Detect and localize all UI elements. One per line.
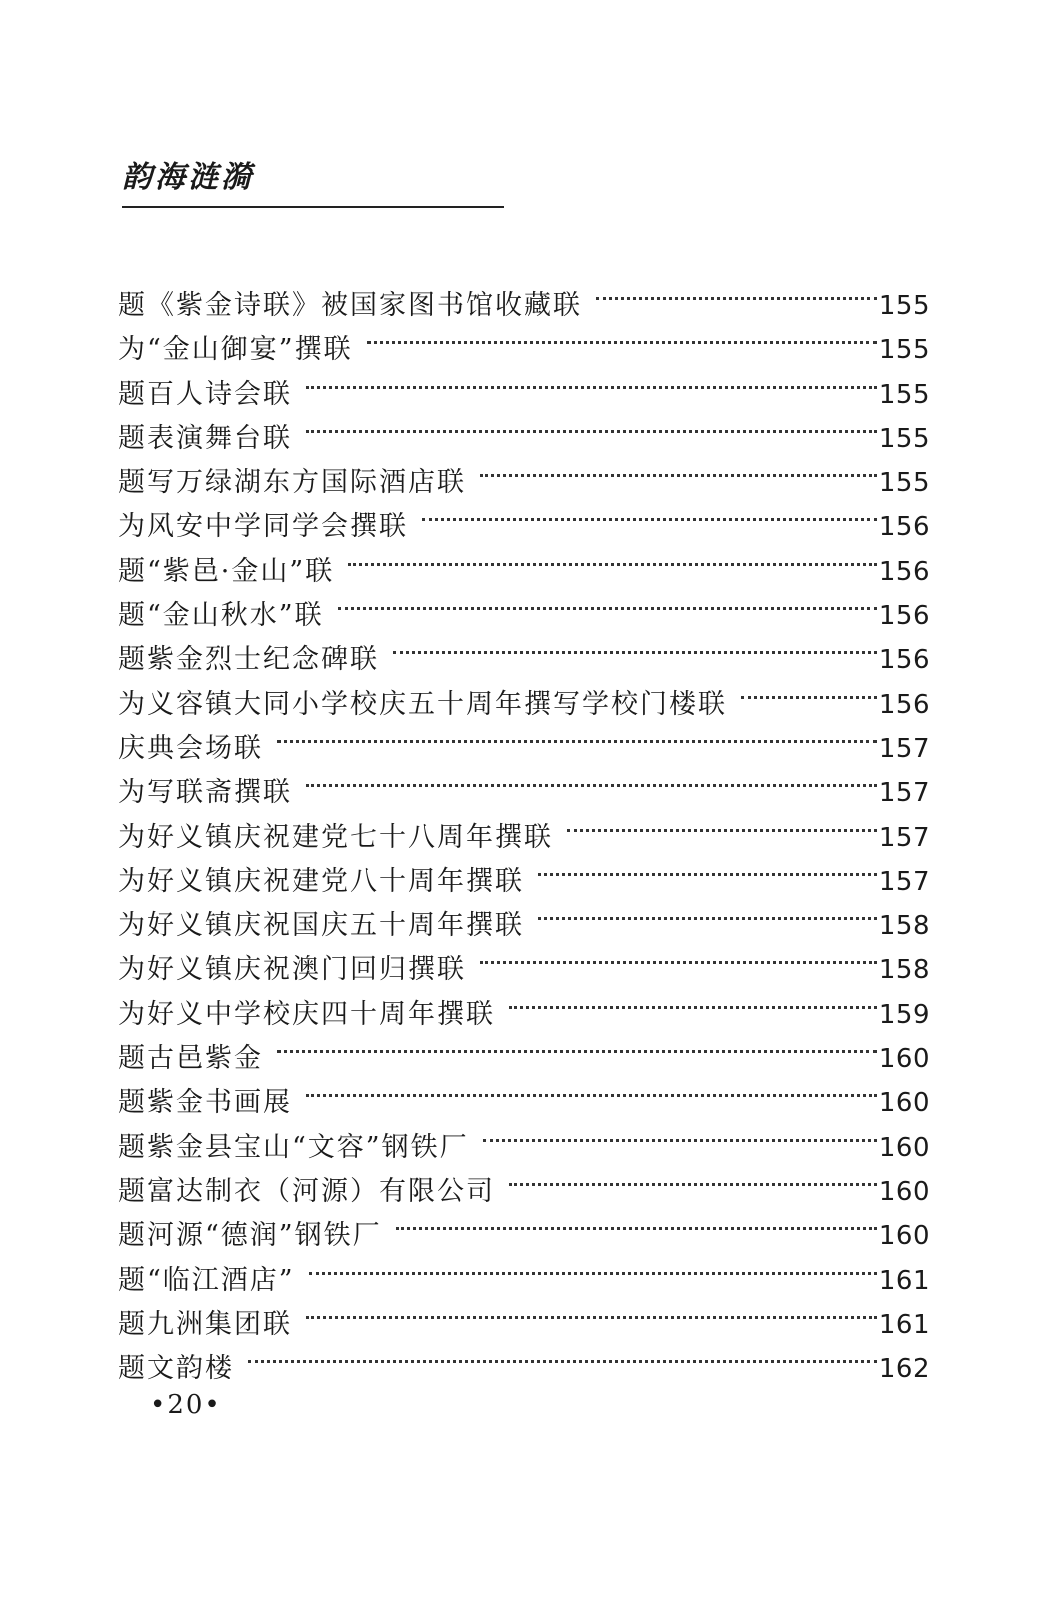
- dot-leader: [483, 1112, 877, 1156]
- dot-leader: [338, 580, 877, 624]
- table-of-contents: [118, 270, 930, 1385]
- toc-entry-title: 为风安中学同学会撰联: [118, 511, 408, 543]
- toc-entry: [118, 270, 930, 321]
- dot-leader: [480, 447, 877, 491]
- toc-entry-page: 156: [878, 645, 930, 676]
- dot-leader: [277, 1023, 877, 1067]
- dot-leader: [538, 846, 877, 890]
- dot-leader: [393, 624, 877, 668]
- toc-entry-page: 156: [878, 689, 930, 720]
- toc-entry-title: 为写联斋撰联: [118, 777, 292, 809]
- toc-entry-page: 155: [878, 291, 930, 321]
- toc-entry-page: 156: [878, 556, 930, 587]
- dot-leader: [306, 403, 877, 447]
- toc-entry-title: 题《紫金诗联》被国家图书馆收藏联: [118, 290, 582, 321]
- toc-entry-title: 题九洲集团联: [118, 1308, 292, 1340]
- dot-leader: [422, 491, 877, 535]
- dot-leader: [309, 1245, 877, 1289]
- toc-entry-page: 160: [878, 1176, 930, 1207]
- toc-entry-page: 157: [878, 822, 930, 853]
- running-title: 韵海涟漪: [122, 160, 254, 195]
- toc-entry-title: 题河源“德润”钢铁厂: [118, 1220, 382, 1252]
- toc-entry-page: 160: [878, 1132, 930, 1163]
- toc-entry-page: 157: [878, 733, 930, 764]
- toc-entry-title: 为好义镇庆祝建党八十周年撰联: [118, 865, 524, 897]
- toc-entry-page: 161: [878, 1265, 930, 1296]
- dot-leader: [248, 1333, 877, 1377]
- toc-entry-title: 为“金山御宴”撰联: [118, 334, 353, 366]
- toc-entry-title: 庆典会场联: [118, 732, 263, 764]
- toc-entry-page: 157: [878, 778, 930, 809]
- toc-entry-page: 155: [878, 379, 930, 410]
- toc-entry-page: 155: [878, 468, 930, 499]
- dot-leader: [367, 314, 877, 358]
- dot-leader: [306, 757, 877, 801]
- dot-leader: [306, 359, 877, 403]
- toc-entry-page: 160: [878, 1221, 930, 1252]
- toc-entry-title: 题写万绿湖东方国际酒店联: [118, 467, 466, 499]
- toc-entry-title: 题文韵楼: [118, 1353, 234, 1385]
- dot-leader: [741, 669, 877, 713]
- toc-entry-title: 为好义镇庆祝澳门回归撰联: [118, 954, 466, 986]
- dot-leader: [509, 979, 877, 1023]
- toc-entry-page: 160: [878, 1088, 930, 1119]
- dot-leader: [480, 934, 877, 978]
- toc-entry-page: 161: [878, 1309, 930, 1340]
- dot-leader: [567, 802, 877, 846]
- dot-leader: [509, 1156, 877, 1200]
- toc-entry-title: 题紫金县宝山“文容”钢铁厂: [118, 1131, 469, 1163]
- toc-entry-page: 157: [878, 866, 930, 897]
- toc-entry-page: 160: [878, 1044, 930, 1075]
- toc-entry-title: 题古邑紫金: [118, 1043, 263, 1075]
- dot-leader: [596, 270, 877, 314]
- toc-entry-title: 为好义镇庆祝建党七十八周年撰联: [118, 821, 553, 853]
- toc-entry-title: 题紫金书画展: [118, 1087, 292, 1119]
- toc-entry-title: 为义容镇大同小学校庆五十周年撰写学校门楼联: [118, 688, 727, 720]
- dot-leader: [538, 890, 877, 934]
- toc-entry-page: 158: [878, 911, 930, 942]
- page-number: •20•: [150, 1390, 222, 1420]
- toc-entry-title: 题“紫邑·金山”联: [118, 555, 335, 587]
- toc-entry-title: 题百人诗会联: [118, 378, 292, 410]
- dot-leader: [306, 1289, 877, 1333]
- toc-entry-page: 156: [878, 601, 930, 632]
- toc-entry-title: 题紫金烈士纪念碑联: [118, 644, 379, 676]
- toc-entry-title: 题“金山秋水”联: [118, 600, 324, 632]
- toc-entry-title: 题“临江酒店”: [118, 1264, 295, 1296]
- toc-entry-page: 156: [878, 512, 930, 543]
- toc-entry-page: 158: [878, 955, 930, 986]
- toc-entry-page: 159: [878, 999, 930, 1030]
- toc-entry-title: 题表演舞台联: [118, 422, 292, 454]
- toc-entry-title: 为好义中学校庆四十周年撰联: [118, 998, 495, 1030]
- dot-leader: [306, 1067, 877, 1111]
- toc-entry-page: 155: [878, 423, 930, 454]
- toc-entry-title: 题富达制衣（河源）有限公司: [118, 1175, 495, 1207]
- running-header: [122, 160, 504, 208]
- toc-entry-page: 155: [878, 335, 930, 366]
- toc-entry-page: 162: [878, 1354, 930, 1385]
- dot-leader: [348, 536, 877, 580]
- dot-leader: [277, 713, 877, 757]
- toc-entry-title: 为好义镇庆祝国庆五十周年撰联: [118, 910, 524, 942]
- dot-leader: [396, 1200, 877, 1244]
